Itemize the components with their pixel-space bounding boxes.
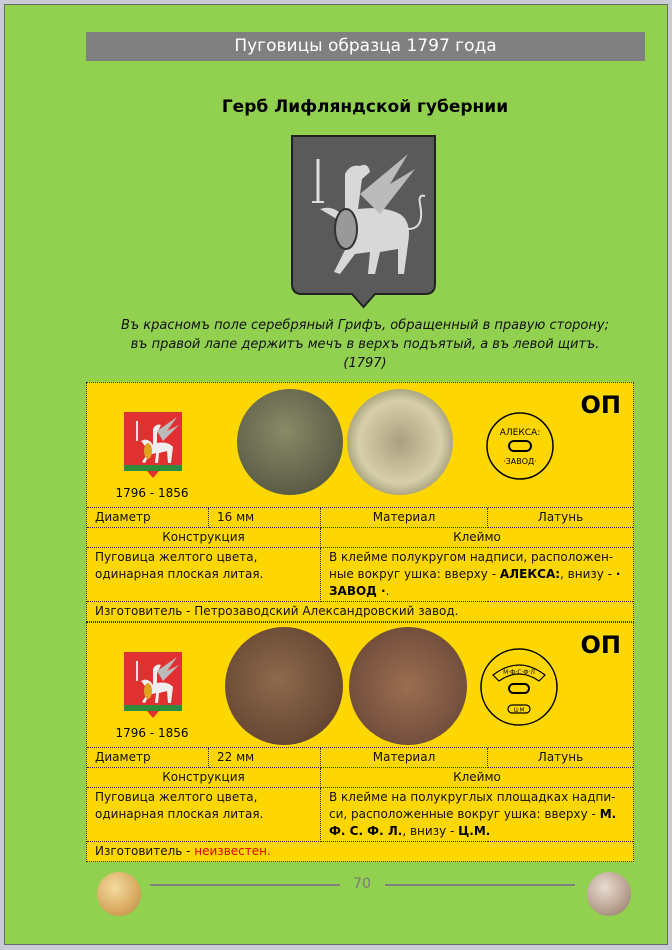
page-subtitle: Герб Лифляндской губернии: [221, 97, 509, 117]
material-value: Латунь: [488, 748, 634, 768]
section-banner: [86, 32, 645, 61]
construction-text: Пуговица желтого цвета, одинарная плоская литая.: [87, 548, 321, 602]
button-card: [86, 382, 634, 622]
maker-row: Изготовитель - Петрозаводский Александровский завод.: [87, 602, 633, 622]
spec-table: [87, 508, 633, 621]
button-back-image: [347, 389, 453, 495]
button-front-image: [225, 627, 343, 745]
material-label: Материал: [321, 508, 488, 528]
mark-text: В клейме полукругом надписи, расположен-ные вокруг ушка: вверху - АЛЕКСА:, внизу - · ЗАВОД ·.: [321, 548, 634, 602]
page-number: 70: [353, 876, 371, 892]
motto-line: Въ красномъ поле серебряный Грифъ, обращенный в правую сторону;: [121, 318, 609, 333]
motto-year: (1797): [343, 356, 387, 371]
material-value: Латунь: [488, 508, 634, 528]
svg-text:·ЗАВОД·: ·ЗАВОД·: [503, 457, 537, 466]
mark-text: В клейме на полукруглых площадках надпи-си, расположенные вокруг ушка: вверху - М. Ф. С. Ф. Л., внизу - Ц.М.: [321, 788, 634, 842]
construction-text: Пуговица желтого цвета, одинарная плоская литая.: [87, 788, 321, 842]
coat-of-arms-description: [95, 316, 635, 373]
mark-label: Клеймо: [321, 528, 634, 548]
construction-label: Конструкция: [87, 528, 321, 548]
maker-name: неизвестен.: [194, 844, 271, 858]
footer-rule-right: [385, 884, 575, 886]
category-badge: ОП: [580, 631, 621, 659]
diameter-value: 16 мм: [209, 508, 321, 528]
material-label: Материал: [321, 748, 488, 768]
button-front-image: [237, 389, 343, 495]
motto-line: въ правой лапе держитъ мечъ в верхъ подъятый, а въ левой щитъ.: [130, 337, 600, 352]
mark-label: Клеймо: [321, 768, 634, 788]
diameter-label: Диаметр: [87, 508, 209, 528]
maker-stamp-icon: [485, 411, 555, 481]
diameter-value: 22 мм: [209, 748, 321, 768]
button-back-image: [349, 627, 467, 745]
red-griffin-shield-icon: [123, 411, 183, 479]
card-media: [87, 383, 633, 508]
footer-rule-left: [150, 884, 340, 886]
monogram-p-button-icon: [587, 872, 631, 916]
svg-text:М·Ф·С·Ф·Л: М·Ф·С·Ф·Л: [503, 669, 535, 676]
svg-text:Ц·М: Ц·М: [513, 707, 525, 714]
eagle-button-icon: [97, 872, 141, 916]
construction-label: Конструкция: [87, 768, 321, 788]
category-badge: ОП: [580, 391, 621, 419]
maker-row: Изготовитель - неизвестен.: [87, 842, 633, 862]
maker-stamp-icon: [479, 647, 559, 727]
years-range: 1796 - 1856: [115, 726, 189, 740]
maker-name: Петрозаводский Александровский завод.: [194, 604, 459, 618]
red-griffin-shield-icon: [123, 651, 183, 719]
years-range: 1796 - 1856: [115, 486, 189, 500]
card-media: [87, 623, 633, 748]
diameter-label: Диаметр: [87, 748, 209, 768]
spec-table: [87, 748, 633, 861]
griffin-coat-of-arms-icon: [290, 134, 437, 309]
svg-text:АЛЕКСА:: АЛЕКСА:: [499, 428, 541, 438]
banner-title: Пуговицы образца 1797 года: [234, 36, 497, 56]
button-card: [86, 622, 634, 862]
